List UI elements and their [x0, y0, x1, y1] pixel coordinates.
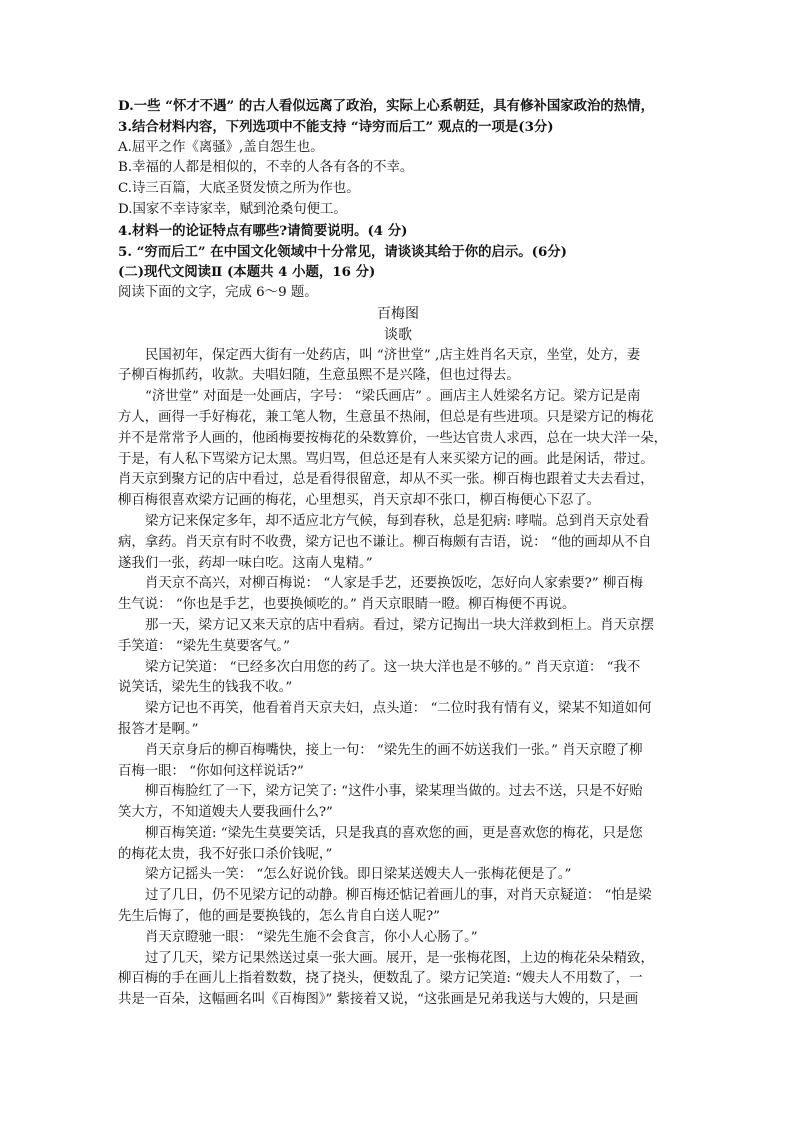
story-line: 方人，画得一手好梅花，兼工笔人物，生意虽不热闹，但总是有些进项。只是梁方记的梅花: [118, 409, 654, 425]
story-line: 共是一百朵，这幅画名叫《百梅图》” 紫接着又说，“这张画是兄弟我送与大嫂的，只是画: [118, 992, 639, 1008]
story-line: 柳百梅笑道: “梁先生莫要笑话，只是我真的喜欢您的画，更是喜欢您的梅花，只是您: [145, 825, 643, 841]
story-line: 过了几天，梁方记果然送过桌一张大画。展开，是一张梅花图，上边的梅花朵朵精致，: [145, 950, 654, 966]
story-line: 梁方记来保定多年，却不适应北方气候，每到春秋，总是犯病: 哮喘。总到肖天京处看: [145, 513, 650, 529]
story-paragraph: [118, 824, 678, 866]
story-paragraph: [118, 782, 678, 824]
story-paragraph: [118, 512, 678, 574]
story-author: 谈歌: [384, 326, 412, 343]
story-paragraph: [118, 886, 678, 928]
story-line: 并不是常常予人画的，他函梅要按梅花的朵数算价，一些达官贵人求西，总在一块大洋一朵，: [118, 430, 668, 446]
question-4: 4.材料一的论证特点有哪些?请简要说明。(4 分): [118, 222, 408, 239]
question-3-option-d: D.国家不幸诗家幸，赋到沧桑句便工。: [118, 201, 347, 217]
story-paragraph: [118, 949, 678, 1011]
story-line: 子柳百梅抓药，收款。夫唱妇随，生意虽熙不是兴隆，但也过得去。: [118, 368, 520, 384]
story-paragraph: [118, 574, 678, 616]
story-line: 于是，有人私下骂梁方记太黑。骂归骂，但总还是有人来买梁方记的画。此是闲话，带过。: [118, 451, 654, 467]
story-title: 百梅图: [377, 305, 419, 322]
question-3-option-a: A.屈平之作《离骚》,盖自怨生也。: [118, 139, 324, 155]
story-line: 梁方记笑道： “已经多次白用您的药了。这一块大洋也是不够的。” 肖天京道： “我不: [145, 659, 641, 675]
story-line: 肖天京到聚方记的店中看过，总是看得很留意，却从不买一张。柳百梅也跟着丈夫去看过，: [118, 472, 654, 488]
story-paragraph: [118, 658, 678, 700]
story-line: 报答才是啊。”: [118, 721, 199, 737]
story-line: 肖天京瞪驰一眼： “梁先生施不会食言，你小人心肠了。”: [145, 929, 478, 945]
question-3-option-c: C.诗三百篇，大底圣贤发愤之所为作也。: [118, 181, 360, 197]
story-line: 的梅花太贵，我不好张口杀价钱呢，”: [118, 846, 333, 862]
question-5: 5. “穷而后工” 在中国文化领域中十分常见，请谈谈其给于你的启示。(6分): [118, 243, 568, 260]
story-line: “济世堂” 对面是一处画店，字号： “梁氏画店” 。画店主人姓梁名方记。梁方记是南: [145, 389, 641, 405]
story-line: 过了几日，仍不见梁方记的动静。柳百梅还惦记着画儿的事，对肖天京疑道： “怕是梁: [145, 888, 652, 904]
section-heading: (二)现代文阅读Ⅱ (本题共 4 小题，16 分): [118, 264, 376, 281]
story-line: 病，拿药。肖天京有时不收费，梁方记也不谦让。柳百梅颇有吉语，说： “他的画却从不自: [118, 534, 652, 550]
document-page: [118, 96, 678, 1011]
story-line: 柳百梅很喜欢梁方记画的梅花，心里想买，肖天京却不张口，柳百梅便心下忍了。: [118, 493, 601, 509]
story-line: 柳百梅的手在画儿上指着数数，挠了挠头，便数乱了。梁方记笑道: “嫂夫人不用数了，一: [118, 971, 643, 987]
story-line: 说笑话，梁先生的钱我不收。”: [118, 680, 293, 696]
story-line: 肖天京不高兴，对柳百梅说： “人家是手艺，还要换饭吃，怎好向人家索要?” 柳百梅: [145, 576, 644, 592]
story-line: 那一天，梁方记又来天京的店中看病。看过，梁方记掏出一块大洋救到柜上。肖天京摆: [145, 617, 654, 633]
question-d-option: D.一些 “怀才不遇” 的古人看似远离了政治，实际上心系朝廷，具有修补国家政治的热情，: [118, 98, 654, 114]
story-paragraph: [118, 699, 678, 741]
story-line: 笑大方，不知道嫂夫人要我画什么?”: [118, 805, 333, 821]
story-paragraph: [118, 387, 678, 512]
story-body: [118, 346, 678, 1012]
question-3: 3.结合材料内容，下列选项中不能支持 “诗穷而后工” 观点的一项是(3分): [118, 118, 554, 135]
story-line: 梁方记摇头一笑： “怎么好说价钱。即日梁某送嫂夫人一张梅花便是了。”: [145, 867, 572, 883]
story-line: 柳百梅脸红了一下，梁方记笑了: “这件小事，梁某理当做的。过去不送，只是不好贻: [145, 784, 643, 800]
story-line: 手笑道： “梁先生莫要客气。”: [118, 638, 290, 654]
story-paragraph: [118, 928, 678, 949]
story-paragraph: [118, 346, 678, 388]
story-line: 先生后悔了，他的画是要换钱的，怎么肯自白送人呢?”: [118, 909, 441, 925]
story-line: 百梅一眼： “你如何这样说话?”: [118, 763, 304, 779]
story-paragraph: [118, 616, 678, 658]
story-line: 肖天京身后的柳百梅嘴快，接上一句： “梁先生的画不妨送我们一张。” 肖天京瞪了柳: [145, 742, 643, 758]
reading-instruction: 阅读下面的文字，完成 6～9 题。: [118, 285, 318, 301]
story-line: 生气说： “你也是手艺，也要换倾吃的。” 肖天京眼睛一瞪。柳百梅便不再说。: [118, 597, 576, 613]
story-line: 梁方记也不再笑，他看着肖天京夫妇，点头道： “二位时我有情有义，梁某不知道如何: [145, 701, 652, 717]
question-3-option-b: B.幸福的人都是相似的，不幸的人各有各的不幸。: [118, 160, 414, 176]
story-paragraph: [118, 741, 678, 783]
story-line: 民国初年，保定西大街有一处药店，叫 “济世堂” ,店主姓肖名天京，坐堂，处方，妻: [145, 347, 641, 363]
story-paragraph: [118, 865, 678, 886]
story-line: 遂我们一张，药却一味白吃。这南人鬼精。”: [118, 555, 373, 571]
